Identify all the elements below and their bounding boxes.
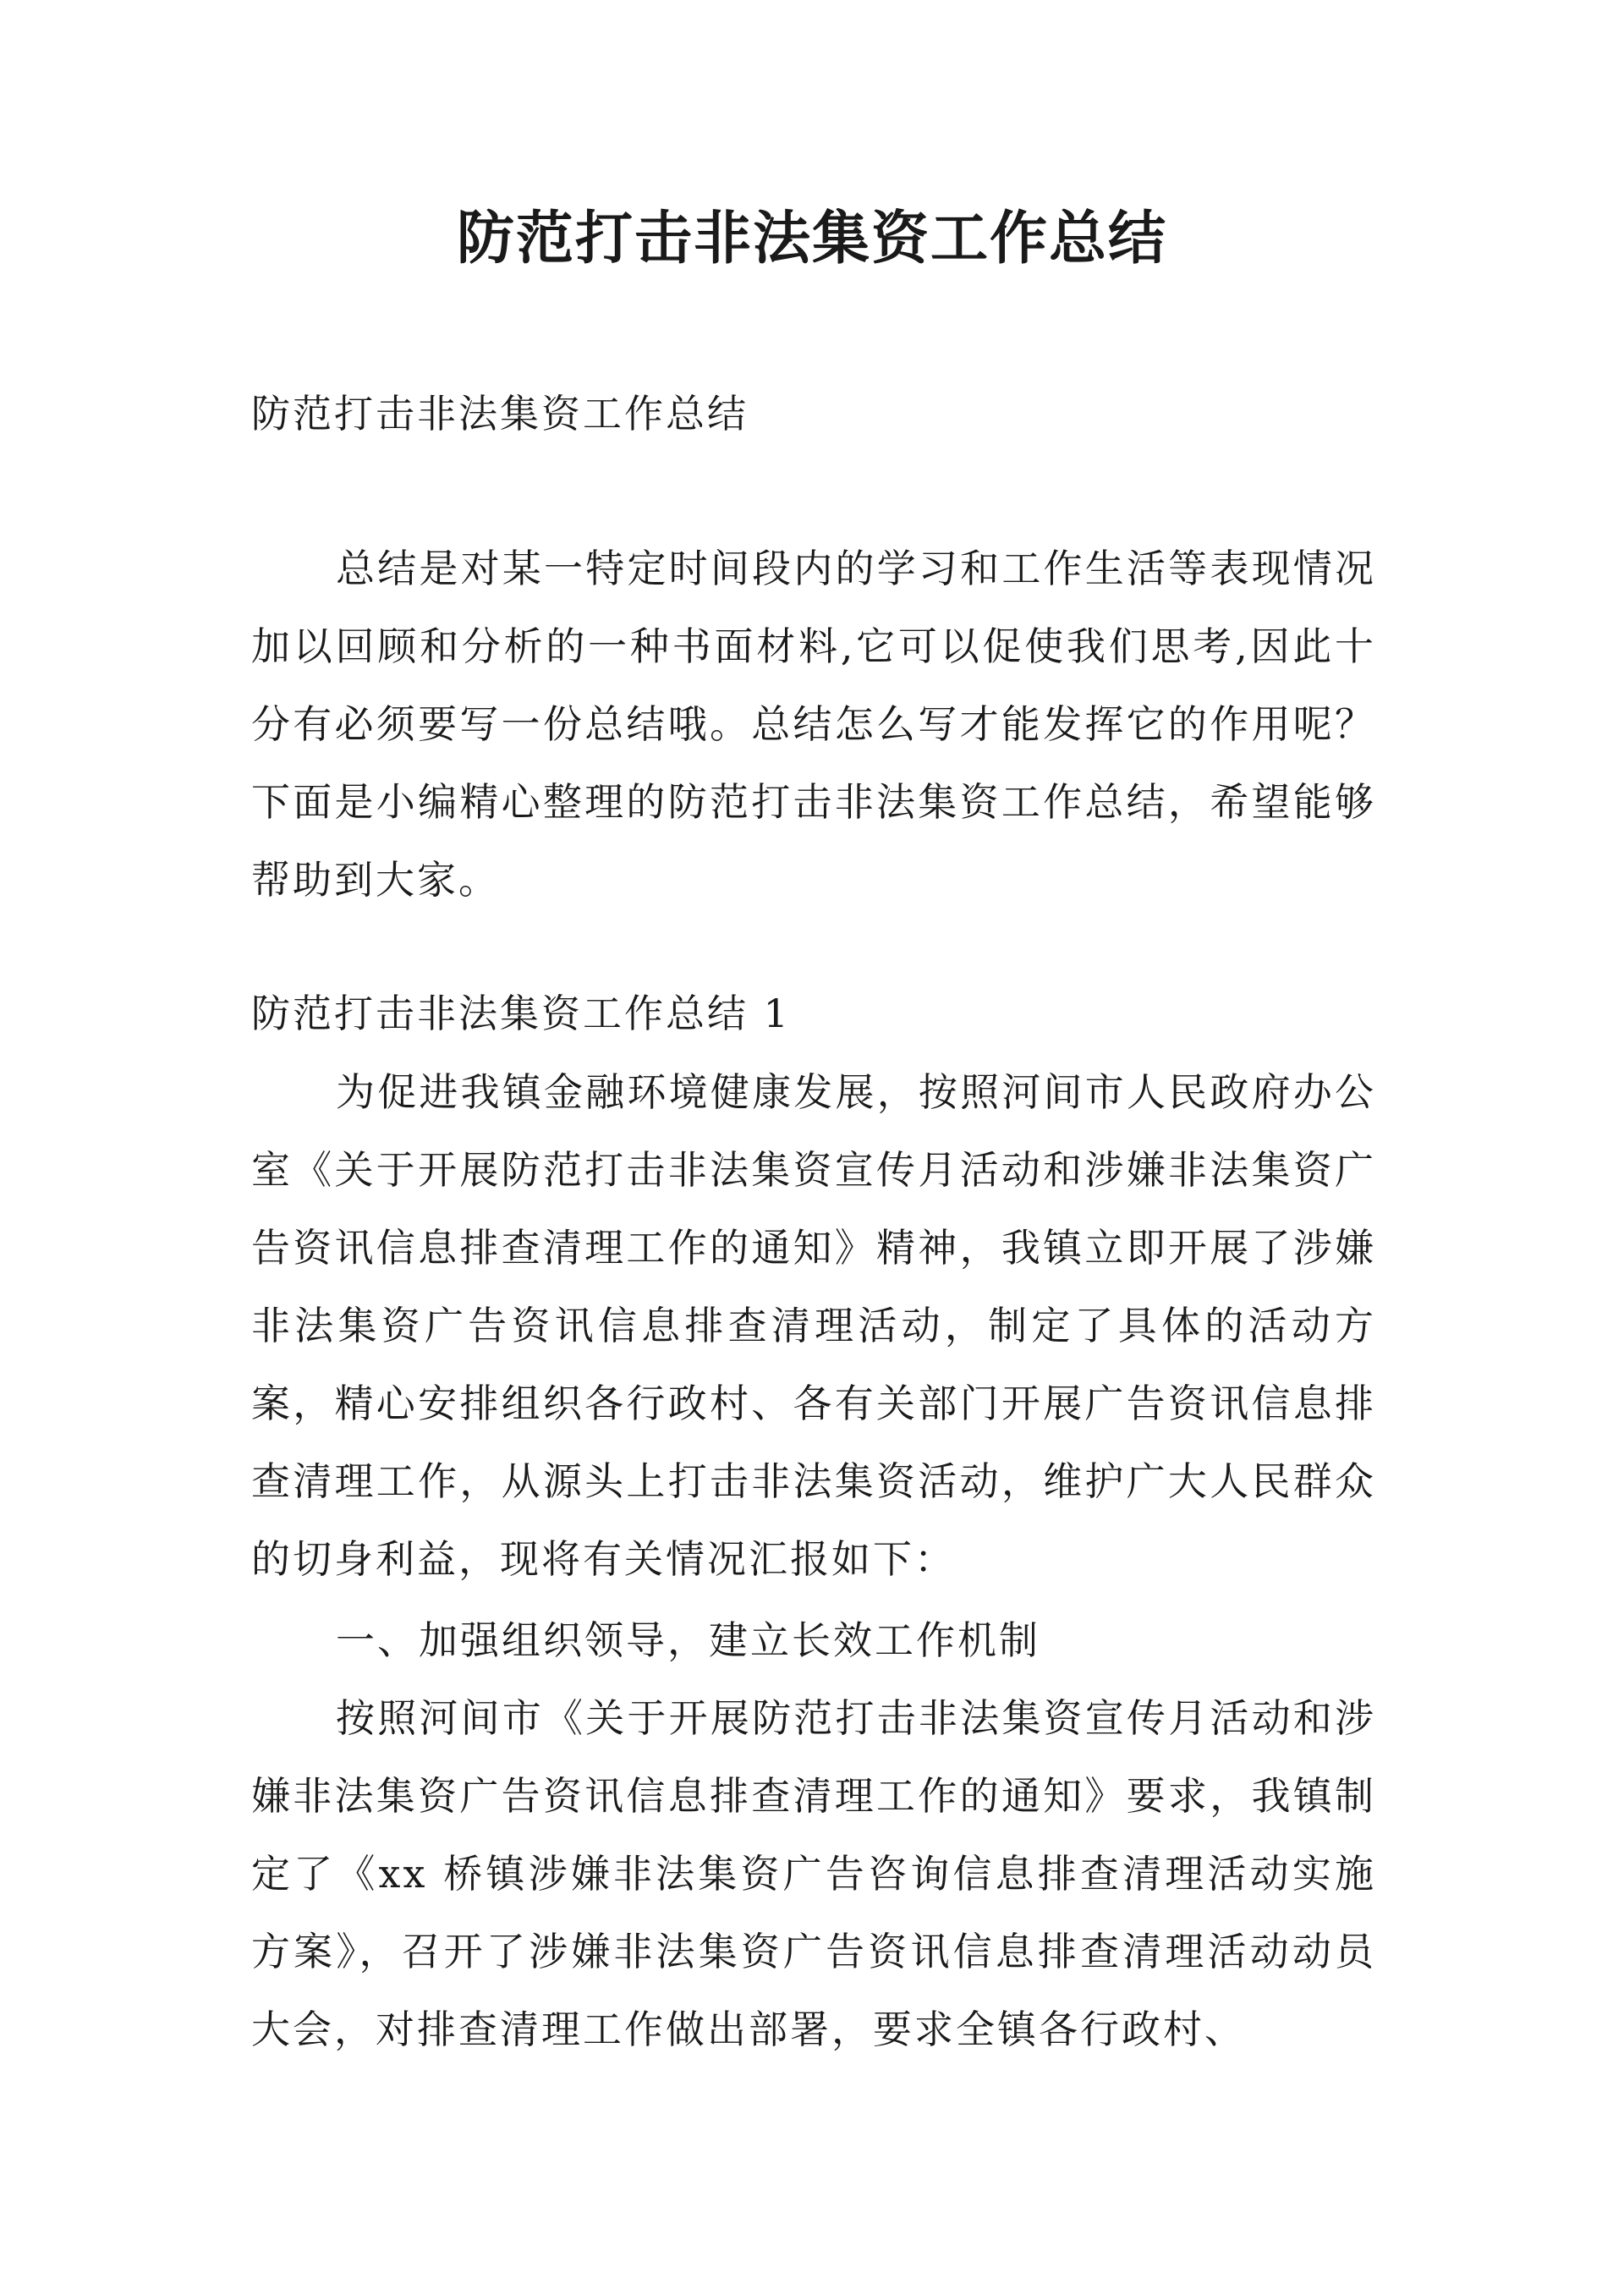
subsection-paragraph: 按照河间市《关于开展防范打击非法集资宣传月活动和涉嫌非法集资广告资讯信息排查清理工作的通知》要求，我镇制定了《xx 桥镇涉嫌非法集资广告咨询信息排查清理活动实施方案》，召开了涉嫌非法集资广告资讯信息排查清理活动动员大会，对排查清理工作做出部署，要求全镇各行政村、 — [251, 1695, 1376, 2052]
document-title: 防范打击非法集资工作总结 — [456, 205, 1167, 272]
subsection-heading: 一、加强组织领导，建立长效工作机制 — [336, 1617, 1040, 1663]
section-heading: 防范打击非法集资工作总结 1 — [251, 991, 791, 1036]
section-paragraph: 为促进我镇金融环境健康发展，按照河间市人民政府办公室《关于开展防范打击非法集资宣传月活动和涉嫌非法集资广告资讯信息排查清理工作的通知》精神，我镇立即开展了涉嫌非法集资广告资讯信息排查清理活动，制定了具体的活动方案，精心安排组织各行政村、各有关部门开展广告资讯信息排查清理工作，从源头上打击非法集资活动，维护广大人民群众的切身利益，现将有关情况汇报如下： — [251, 1069, 1376, 1582]
intro-paragraph: 总结是对某一特定时间段内的学习和工作生活等表现情况加以回顾和分析的一种书面材料,它可以促使我们思考,因此十分有必须要写一份总结哦。总结怎么写才能发挥它的作用呢？下面是小编精心整理的防范打击非法集资工作总结，希望能够帮助到大家。 — [251, 546, 1376, 903]
document-subtitle: 防范打击非法集资工作总结 — [251, 391, 749, 436]
